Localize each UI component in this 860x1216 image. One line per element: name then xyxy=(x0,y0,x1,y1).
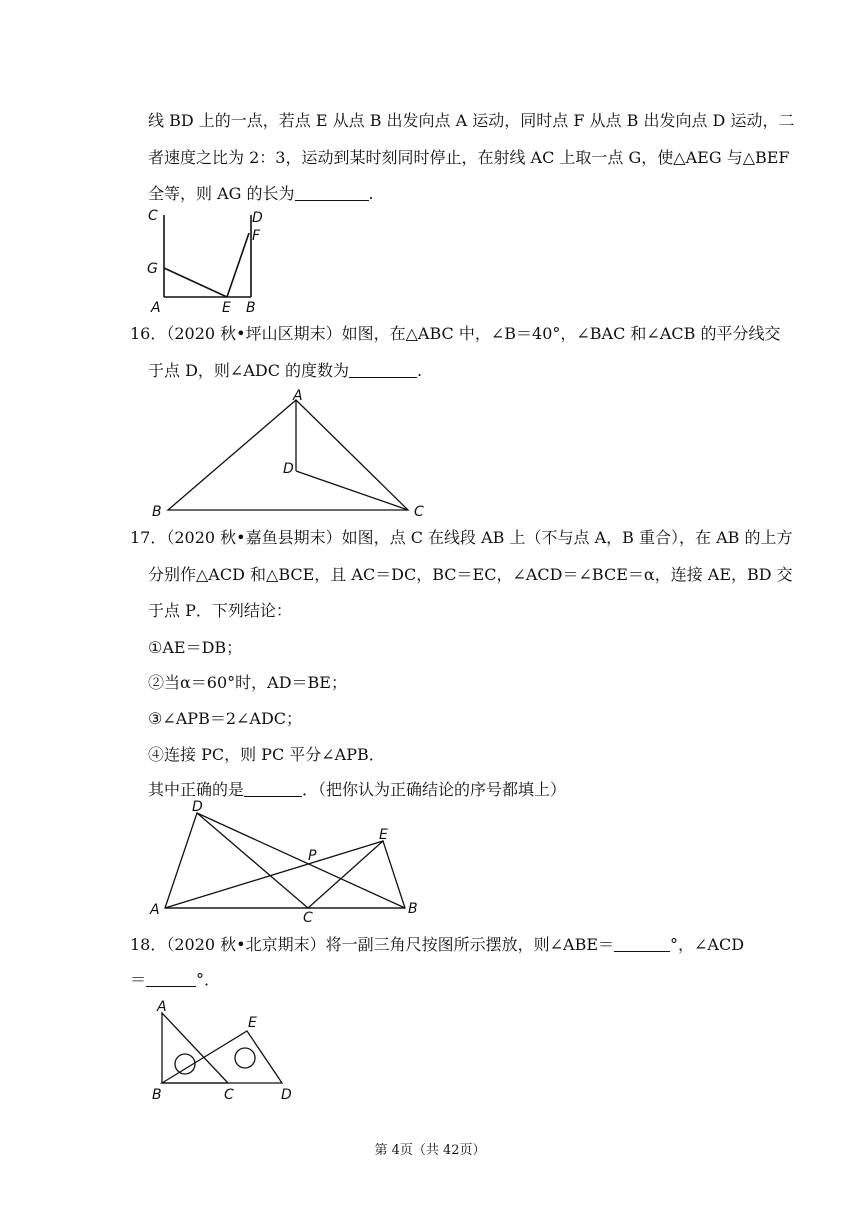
q17-line-1: 17．（2020 秋•嘉鱼县期末）如图，点 C 在线段 AB 上（不与点 A，B 重合），在 AB 的上方 xyxy=(130,528,793,547)
q15-line-2: 者速度之比为 2：3，运动到某时刻同时停止，在射线 AC 上取一点 G，使△AEG 与△BEF xyxy=(148,148,790,167)
q15-line-3 xyxy=(148,183,374,205)
fig15-label-b: B xyxy=(246,300,256,316)
fig17-label-c: C xyxy=(303,910,313,926)
fig15-label-e: E xyxy=(222,300,231,316)
fig15-label-g: G xyxy=(147,261,158,277)
q17-conclusion-1: ①AE＝DB； xyxy=(148,638,243,657)
fig18-label-c: C xyxy=(224,1087,234,1103)
q18-line-1 xyxy=(130,934,744,956)
q16-line-2-text: 于点 D，则∠ADC 的度数为 xyxy=(148,361,350,380)
q18-line-2-end: °． xyxy=(196,970,221,989)
fig15-label-a: A xyxy=(151,300,161,316)
fig18-label-e: E xyxy=(248,1015,257,1031)
q15-line-3-end: . xyxy=(368,184,374,203)
fig16-label-b: B xyxy=(152,504,162,520)
page-footer: 第 4页（共 42页） xyxy=(374,1143,486,1158)
q17-line-3: 于点 P．下列结论： xyxy=(148,601,292,620)
q15-line-1: 线 BD 上的一点，若点 E 从点 B 出发向点 A 运动，同时点 F 从点 B 出发向点 D 运动，二 xyxy=(148,111,795,130)
answer-blank-q16[interactable] xyxy=(349,361,417,378)
fig16-label-d: D xyxy=(283,461,294,477)
q16-figure xyxy=(150,388,450,523)
fig15-label-c: C xyxy=(148,208,158,224)
fig17-label-d: D xyxy=(192,799,203,815)
q18-line-2-text: ＝ xyxy=(130,970,147,989)
q16-line-1: 16．（2020 秋•坪山区期末）如图，在△ABC 中，∠B＝40°，∠BAC 和∠ACB 的平分线交 xyxy=(130,324,781,343)
fig15-label-d: D xyxy=(252,210,263,226)
q17-figure xyxy=(145,795,435,925)
fig15-label-f: F xyxy=(252,228,261,244)
fig18-label-b: B xyxy=(152,1087,162,1103)
fig17-label-e: E xyxy=(379,827,388,843)
q15-figure xyxy=(140,205,280,315)
fig17-label-a: A xyxy=(150,902,160,918)
q18-line-2 xyxy=(130,969,220,991)
fig16-label-a: A xyxy=(293,388,303,404)
fig17-label-b: B xyxy=(408,901,418,917)
q16-line-2 xyxy=(148,360,422,382)
q17-line-2: 分别作△ACD 和△BCE，且 AC＝DC，BC＝EC，∠ACD＝∠BCE＝α，连接 AE，BD 交 xyxy=(148,565,793,584)
answer-blank-q15[interactable] xyxy=(295,184,369,201)
fig18-label-a: A xyxy=(157,999,167,1015)
answer-blank-q18-acd[interactable] xyxy=(146,970,196,987)
q17-line-8-text: 其中正确的是 xyxy=(148,780,245,799)
q15-line-3-text: 全等，则 AG 的长为 xyxy=(148,184,295,203)
fig17-label-p: P xyxy=(308,848,317,864)
q18-figure xyxy=(145,995,305,1110)
q18-line-1-text: 18．（2020 秋•北京期末）将一副三角尺按图所示摆放，则∠ABE＝ xyxy=(130,935,615,954)
fig18-label-d: D xyxy=(281,1087,292,1103)
answer-blank-q18-abe[interactable] xyxy=(614,935,670,952)
q17-conclusion-3: ③∠APB＝2∠ADC； xyxy=(148,709,303,728)
fig16-label-c: C xyxy=(414,504,424,520)
q17-conclusion-2: ②当α＝60°时，AD＝BE； xyxy=(148,673,347,692)
q17-conclusion-4: ④连接 PC，则 PC 平分∠APB． xyxy=(148,745,385,764)
q17-line-8-end: ．（把你认为正确结论的序号都填上） xyxy=(302,780,567,799)
q18-line-1-end: °，∠ACD xyxy=(670,935,745,954)
q16-line-2-end: . xyxy=(417,361,423,380)
